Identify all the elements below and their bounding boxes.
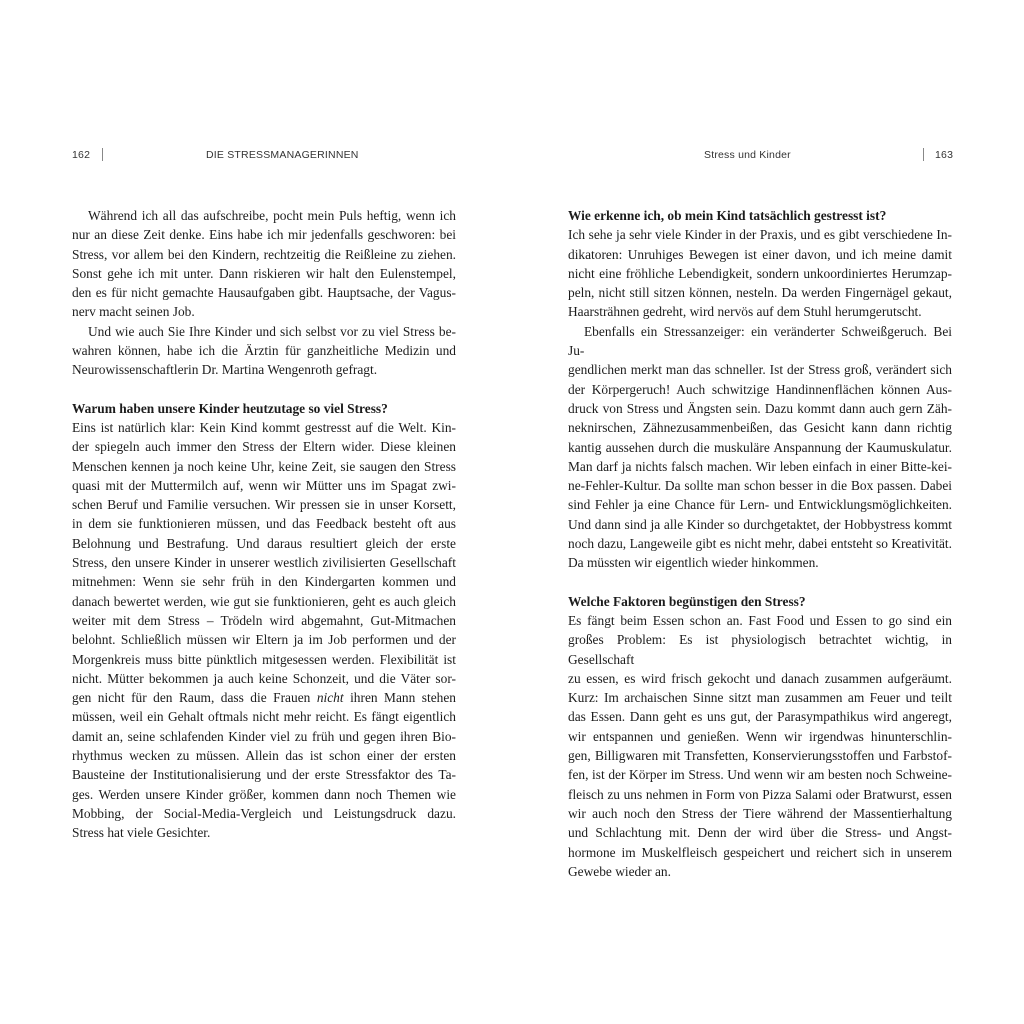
right-page-header	[568, 149, 952, 163]
text-line: Eins ist natürlich klar: Kein Kind kommt gestresst auf die Welt. Kin-	[72, 419, 456, 435]
left-page-body	[72, 206, 456, 843]
text-line: der Körpergeruch! Auch schwitzige Handinnenflächen können Aus-	[568, 381, 952, 397]
text-line: Belohnung und Bestrafung. Und daraus resultiert gleich der erste	[72, 535, 456, 551]
text-line: Ich sehe ja sehr viele Kinder in der Praxis, und es gibt verschiedene In-	[568, 227, 952, 243]
text-line: gen nicht für den Raum, dass die Frauen nicht ihren Mann stehen	[72, 690, 456, 706]
text-line: peln, nicht still sitzen können, nesteln. Da werden Fingernägel gekaut,	[568, 285, 952, 301]
header-separator-left	[102, 148, 103, 161]
text-line: nur an diese Zeit denke. Eins habe ich mir jedenfalls geschworen: bei	[72, 227, 456, 243]
section-heading-stress-causes: Warum haben unsere Kinder heutzutage so viel Stress?	[72, 400, 388, 416]
right-page-body	[568, 206, 952, 881]
text-line: Stress hat viele Gesichter.	[72, 825, 211, 841]
header-separator-right	[923, 148, 924, 161]
text-line: belohnt. Schließlich müssen wir Eltern ja im Job performen und der	[72, 632, 456, 648]
text-line: ges. Werden unsere Kinder größer, kommen dann noch Themen wie	[72, 786, 456, 802]
section-heading-stress-factors: Welche Faktoren begünstigen den Stress?	[568, 593, 806, 609]
text-line: wir entspannen und genießen. Wenn wir irgendwas hinunterschlin-	[568, 728, 952, 744]
text-line: nerv macht seinen Job.	[72, 304, 195, 320]
text-line: schen Beruf und Familie versuchen. Wir pressen sie in unser Korsett,	[72, 497, 456, 513]
text-line: Und dann sind ja alle Kinder so durchgetaktet, der Hobbystress kommt	[568, 516, 952, 532]
text-line: und Schlachtung mit. Denn der wird über die Stress- und Angst-	[568, 825, 952, 841]
text-line: neknirschen, Zähnezusammenbeißen, das Gesicht kann dann richtig	[568, 420, 952, 436]
section-heading-recognize-stress: Wie erkenne ich, ob mein Kind tatsächlich gestresst ist?	[568, 208, 887, 223]
text-line: Sonst gehe ich mit unter. Dann riskieren wir halt den Eulenstempel,	[72, 265, 456, 281]
text-line: Kurz: Im archaischen Sinne sitzt man zusammen am Feuer und teilt	[568, 690, 952, 706]
text-line: gen, Billigwaren mit Transfetten, Konservierungsstoffen und Farbstof-	[568, 748, 952, 764]
text-line: Und wie auch Sie Ihre Kinder und sich selbst vor zu viel Stress be-	[88, 323, 456, 339]
text-line: in dem sie funktionieren müssen, und das Feedback besteht oft aus	[72, 516, 456, 532]
text-line: Morgenkreis muss bitte pünktlich mitgesessen werden. Flexibilität ist	[72, 651, 456, 667]
text-line: Man darf ja nichts falsch machen. Wir leben einfach in einer Bitte-kei-	[568, 458, 952, 474]
text-line: Menschen kennen ja noch keine Uhr, keine Zeit, sie saugen den Stress	[72, 458, 456, 474]
text-line: nicht. Mütter bekommen ja auch keine Schonzeit, und die Väter sor-	[72, 670, 456, 686]
text-line: Es fängt beim Essen schon an. Fast Food und Essen to go sind ein	[568, 612, 952, 628]
right-paragraph-3	[568, 611, 952, 881]
page-number-right: 163	[935, 149, 954, 161]
text-line: rhythmus wecken zu müssen. Allein das ist schon einer der ersten	[72, 748, 456, 764]
text-line: quasi mit der Muttermilch auf, wenn wir Mütter uns im Spagat zwi-	[72, 477, 456, 493]
text-line: der spiegeln auch immer den Stress der Eltern wider. Diese kleinen	[72, 439, 456, 455]
text-line: zu essen, es wird frisch gekocht und danach zusammen aufgeräumt.	[568, 670, 952, 686]
left-paragraph-2	[72, 322, 456, 380]
text-line: mitnehmen: Wenn sie sehr früh in den Kindergarten kommen und	[72, 574, 456, 590]
text-line: müssen, weil ein Gehalt oftmals nicht mehr reicht. Es fängt eigentlich	[72, 709, 456, 725]
text-line: Gewebe wieder an.	[568, 863, 671, 879]
text-line: Stress, vor allem bei den Kindern, rechtzeitig die Reißleine zu ziehen.	[72, 246, 456, 262]
text-line: gendlichen merkt man das schneller. Ist der Stress groß, verändert sich	[568, 362, 952, 378]
running-head-right: Stress und Kinder	[704, 149, 791, 161]
text-line: Stress, den unsere Kinder in unserer westlich zivilisierten Gesellschaft	[72, 555, 456, 571]
text-line: weiter mit dem Stress – Trödeln wird abgemahnt, Gut-Mitmachen	[72, 612, 456, 628]
right-paragraph-1	[568, 225, 952, 321]
right-paragraph-2	[568, 322, 952, 573]
text-line: nicht eine fröhliche Lebendigkeit, sondern unkoordiniertes Herumzap-	[568, 265, 952, 281]
text-line: den es für nicht gemachte Hausaufgaben gibt. Hauptsache, der Vagus-	[72, 285, 456, 301]
text-line: Haarsträhnen gedreht, wird nervös auf dem Stuhl herumgerutscht.	[568, 304, 922, 320]
text-line: Neurowissenschaftlerin Dr. Martina Wengenroth gefragt.	[72, 362, 378, 378]
text-line: Während ich all das aufschreibe, pocht mein Puls heftig, wenn ich	[88, 208, 456, 223]
text-line: hormone im Muskelfleisch gespeichert und reichert sich in unserem	[568, 844, 952, 860]
text-line: druck von Stress und Ängsten sein. Dazu kommt dann auch gern Zäh-	[568, 400, 952, 416]
text-line: dikatoren: Unruhiges Bewegen ist einer davon, und ich meine damit	[568, 246, 952, 262]
text-line: wir auch noch den Stress der Tiere während der Massentierhaltung	[568, 805, 952, 821]
left-page-header	[72, 149, 456, 163]
text-line: Da müssten wir eigentlich wieder hinkommen.	[568, 555, 819, 571]
text-line: großes Problem: Es ist physiologisch betrachtet wichtig, in Gesellschaft	[568, 632, 952, 667]
left-paragraph-1	[72, 206, 456, 322]
text-line: damit an, seine schlafenden Kinder viel zu früh und gegen ihren Bio-	[72, 728, 456, 744]
page-number-left: 162	[72, 149, 91, 161]
text-line: wahren können, habe ich die Ärztin für ganzheitliche Medizin und	[72, 343, 456, 359]
text-line: das Essen. Dann geht es uns gut, der Parasympathikus wird angeregt,	[568, 709, 952, 725]
text-line: Bausteine der Institutionalisierung und der erste Stressfaktor des Ta-	[72, 767, 456, 783]
text-line: Ebenfalls ein Stressanzeiger: ein veränderter Schweißgeruch. Bei Ju-	[568, 323, 952, 359]
left-section-body	[72, 418, 456, 843]
text-line: fen, ist der Körper im Stress. Und wenn wir am besten noch Schweine-	[568, 767, 952, 783]
text-line: fleisch zu uns nehmen in Form von Pizza Salami oder Bratwurst, essen	[568, 786, 952, 802]
text-line: sind Fehler ja eine Chance für Lern- und Entwicklungsmöglichkeiten.	[568, 497, 952, 513]
text-line: noch dazu, Langeweile gibt es nicht mehr, dabei entsteht so Kreativität.	[568, 536, 952, 552]
text-line: kantig aussehen durch die muskuläre Anspannung der Kaumuskulatur.	[568, 439, 952, 455]
text-line: ne-Fehler-Kultur. Da sollte man schon besser in die Box passen. Dabei	[568, 478, 952, 494]
text-line: danach bewertet werden, wie gut sie funktionieren, geht es auch gleich	[72, 593, 456, 609]
text-line: Mobbing, der Social-Media-Vergleich und Leistungsdruck dazu.	[72, 805, 456, 821]
running-head-left: DIE STRESSMANAGERINNEN	[206, 149, 359, 161]
